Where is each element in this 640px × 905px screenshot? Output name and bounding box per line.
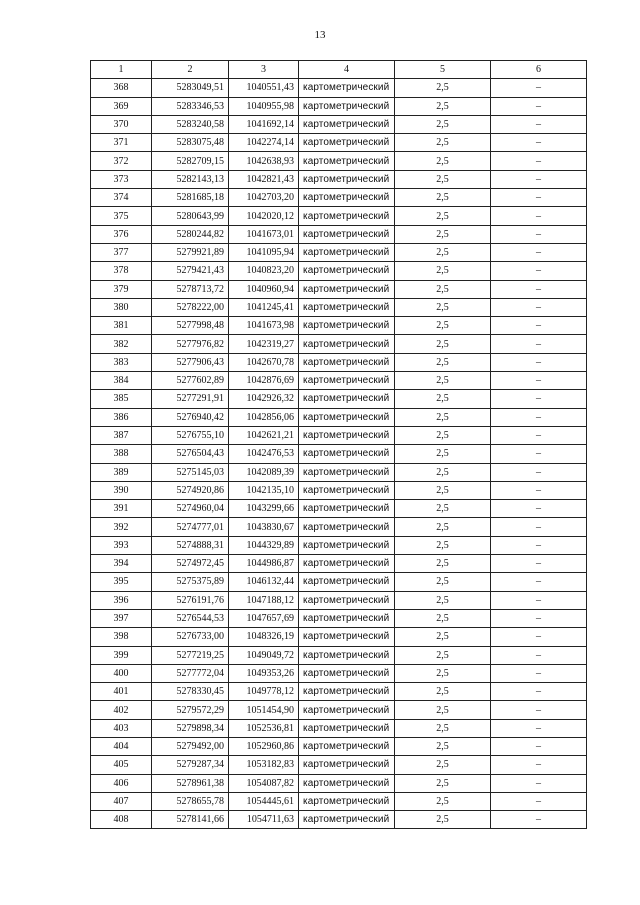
point-number-cell: 398 [91,628,152,646]
x-coordinate-cell: 5277219,25 [152,646,229,664]
method-cell: картометрический [299,756,395,774]
table-row [91,445,587,463]
table-row [91,518,587,536]
accuracy-cell: 2,5 [395,573,491,591]
accuracy-cell: 2,5 [395,591,491,609]
y-coordinate-cell: 1042856,06 [229,408,299,426]
point-number-cell: 402 [91,701,152,719]
point-number-cell: 371 [91,134,152,152]
method-cell: картометрический [299,280,395,298]
column-header: 4 [299,61,395,79]
table-row [91,207,587,225]
table-row [91,152,587,170]
method-cell: картометрический [299,170,395,188]
point-number-cell: 396 [91,591,152,609]
method-cell: картометрический [299,719,395,737]
note-cell: – [491,719,587,737]
point-number-cell: 401 [91,683,152,701]
table-row [91,664,587,682]
note-cell: – [491,573,587,591]
method-cell: картометрический [299,481,395,499]
y-coordinate-cell: 1042670,78 [229,353,299,371]
accuracy-cell: 2,5 [395,335,491,353]
accuracy-cell: 2,5 [395,152,491,170]
note-cell: – [491,646,587,664]
accuracy-cell: 2,5 [395,609,491,627]
method-cell: картометрический [299,134,395,152]
method-cell: картометрический [299,97,395,115]
accuracy-cell: 2,5 [395,134,491,152]
point-number-cell: 407 [91,792,152,810]
method-cell: картометрический [299,262,395,280]
table-row [91,426,587,444]
table-row [91,591,587,609]
point-number-cell: 390 [91,481,152,499]
note-cell: – [491,115,587,133]
table-row [91,115,587,133]
point-number-cell: 403 [91,719,152,737]
table-row [91,500,587,518]
y-coordinate-cell: 1046132,44 [229,573,299,591]
method-cell: картометрический [299,298,395,316]
x-coordinate-cell: 5279421,43 [152,262,229,280]
table-row [91,536,587,554]
table-row [91,774,587,792]
accuracy-cell: 2,5 [395,262,491,280]
method-cell: картометрический [299,79,395,97]
accuracy-cell: 2,5 [395,719,491,737]
accuracy-cell: 2,5 [395,555,491,573]
table-row [91,353,587,371]
point-number-cell: 373 [91,170,152,188]
x-coordinate-cell: 5278655,78 [152,792,229,810]
column-header: 2 [152,61,229,79]
accuracy-cell: 2,5 [395,79,491,97]
table-row [91,317,587,335]
table-row [91,573,587,591]
method-cell: картометрический [299,591,395,609]
table-row [91,408,587,426]
accuracy-cell: 2,5 [395,811,491,829]
y-coordinate-cell: 1051454,90 [229,701,299,719]
point-number-cell: 383 [91,353,152,371]
table-body [91,61,587,829]
x-coordinate-cell: 5274920,86 [152,481,229,499]
y-coordinate-cell: 1040960,94 [229,280,299,298]
table-row [91,170,587,188]
table-row [91,97,587,115]
note-cell: – [491,701,587,719]
accuracy-cell: 2,5 [395,207,491,225]
x-coordinate-cell: 5274777,01 [152,518,229,536]
x-coordinate-cell: 5277291,91 [152,390,229,408]
point-number-cell: 372 [91,152,152,170]
note-cell: – [491,811,587,829]
x-coordinate-cell: 5279492,00 [152,737,229,755]
accuracy-cell: 2,5 [395,372,491,390]
accuracy-cell: 2,5 [395,280,491,298]
table-row [91,390,587,408]
point-number-cell: 387 [91,426,152,444]
point-number-cell: 380 [91,298,152,316]
table-row [91,701,587,719]
table-row [91,298,587,316]
point-number-cell: 405 [91,756,152,774]
y-coordinate-cell: 1042876,69 [229,372,299,390]
y-coordinate-cell: 1042020,12 [229,207,299,225]
method-cell: картометрический [299,664,395,682]
coordinates-table [90,60,587,829]
note-cell: – [491,445,587,463]
x-coordinate-cell: 5283346,53 [152,97,229,115]
note-cell: – [491,481,587,499]
y-coordinate-cell: 1042703,20 [229,189,299,207]
column-header: 1 [91,61,152,79]
table-row [91,555,587,573]
x-coordinate-cell: 5279921,89 [152,243,229,261]
x-coordinate-cell: 5276755,10 [152,426,229,444]
table-row [91,792,587,810]
table-row [91,372,587,390]
note-cell: – [491,737,587,755]
page-number: 13 [314,29,326,41]
accuracy-cell: 2,5 [395,737,491,755]
note-cell: – [491,317,587,335]
method-cell: картометрический [299,426,395,444]
table-row [91,225,587,243]
note-cell: – [491,353,587,371]
accuracy-cell: 2,5 [395,536,491,554]
method-cell: картометрический [299,207,395,225]
method-cell: картометрический [299,445,395,463]
table-row [91,189,587,207]
point-number-cell: 385 [91,390,152,408]
method-cell: картометрический [299,609,395,627]
point-number-cell: 377 [91,243,152,261]
point-number-cell: 408 [91,811,152,829]
note-cell: – [491,536,587,554]
y-coordinate-cell: 1042821,43 [229,170,299,188]
note-cell: – [491,408,587,426]
x-coordinate-cell: 5278222,00 [152,298,229,316]
y-coordinate-cell: 1049049,72 [229,646,299,664]
table-header-row [91,61,587,79]
column-header: 3 [229,61,299,79]
table-row [91,609,587,627]
point-number-cell: 378 [91,262,152,280]
point-number-cell: 370 [91,115,152,133]
table-row [91,628,587,646]
y-coordinate-cell: 1049778,12 [229,683,299,701]
table-row [91,463,587,481]
accuracy-cell: 2,5 [395,518,491,536]
method-cell: картометрический [299,353,395,371]
method-cell: картометрический [299,774,395,792]
note-cell: – [491,79,587,97]
x-coordinate-cell: 5280643,99 [152,207,229,225]
method-cell: картометрический [299,683,395,701]
note-cell: – [491,280,587,298]
column-header: 5 [395,61,491,79]
accuracy-cell: 2,5 [395,500,491,518]
x-coordinate-cell: 5277976,82 [152,335,229,353]
note-cell: – [491,152,587,170]
note-cell: – [491,628,587,646]
point-number-cell: 394 [91,555,152,573]
note-cell: – [491,683,587,701]
table-row [91,134,587,152]
x-coordinate-cell: 5277906,43 [152,353,229,371]
note-cell: – [491,97,587,115]
note-cell: – [491,609,587,627]
y-coordinate-cell: 1042089,39 [229,463,299,481]
x-coordinate-cell: 5275375,89 [152,573,229,591]
table-row [91,262,587,280]
note-cell: – [491,390,587,408]
point-number-cell: 399 [91,646,152,664]
accuracy-cell: 2,5 [395,463,491,481]
method-cell: картометрический [299,115,395,133]
method-cell: картометрический [299,573,395,591]
accuracy-cell: 2,5 [395,408,491,426]
y-coordinate-cell: 1042476,53 [229,445,299,463]
y-coordinate-cell: 1049353,26 [229,664,299,682]
point-number-cell: 379 [91,280,152,298]
x-coordinate-cell: 5280244,82 [152,225,229,243]
y-coordinate-cell: 1043830,67 [229,518,299,536]
x-coordinate-cell: 5281685,18 [152,189,229,207]
note-cell: – [491,756,587,774]
x-coordinate-cell: 5274888,31 [152,536,229,554]
method-cell: картометрический [299,518,395,536]
note-cell: – [491,463,587,481]
y-coordinate-cell: 1047657,69 [229,609,299,627]
y-coordinate-cell: 1054445,61 [229,792,299,810]
x-coordinate-cell: 5282709,15 [152,152,229,170]
y-coordinate-cell: 1040823,20 [229,262,299,280]
y-coordinate-cell: 1041095,94 [229,243,299,261]
y-coordinate-cell: 1040955,98 [229,97,299,115]
accuracy-cell: 2,5 [395,298,491,316]
table-row [91,79,587,97]
method-cell: картометрический [299,646,395,664]
point-number-cell: 406 [91,774,152,792]
point-number-cell: 376 [91,225,152,243]
accuracy-cell: 2,5 [395,756,491,774]
y-coordinate-cell: 1044329,89 [229,536,299,554]
table-row [91,811,587,829]
y-coordinate-cell: 1047188,12 [229,591,299,609]
method-cell: картометрический [299,335,395,353]
x-coordinate-cell: 5283075,48 [152,134,229,152]
accuracy-cell: 2,5 [395,664,491,682]
accuracy-cell: 2,5 [395,445,491,463]
note-cell: – [491,555,587,573]
point-number-cell: 374 [91,189,152,207]
point-number-cell: 384 [91,372,152,390]
table-row [91,243,587,261]
note-cell: – [491,170,587,188]
method-cell: картометрический [299,317,395,335]
y-coordinate-cell: 1042926,32 [229,390,299,408]
x-coordinate-cell: 5274960,04 [152,500,229,518]
note-cell: – [491,426,587,444]
note-cell: – [491,225,587,243]
point-number-cell: 368 [91,79,152,97]
method-cell: картометрический [299,152,395,170]
method-cell: картометрический [299,408,395,426]
accuracy-cell: 2,5 [395,701,491,719]
y-coordinate-cell: 1044986,87 [229,555,299,573]
x-coordinate-cell: 5275145,03 [152,463,229,481]
point-number-cell: 391 [91,500,152,518]
x-coordinate-cell: 5276733,00 [152,628,229,646]
note-cell: – [491,335,587,353]
x-coordinate-cell: 5279572,29 [152,701,229,719]
accuracy-cell: 2,5 [395,243,491,261]
accuracy-cell: 2,5 [395,170,491,188]
point-number-cell: 381 [91,317,152,335]
method-cell: картометрический [299,500,395,518]
point-number-cell: 393 [91,536,152,554]
accuracy-cell: 2,5 [395,353,491,371]
method-cell: картометрический [299,628,395,646]
y-coordinate-cell: 1042638,93 [229,152,299,170]
method-cell: картометрический [299,189,395,207]
table-row [91,335,587,353]
accuracy-cell: 2,5 [395,683,491,701]
accuracy-cell: 2,5 [395,317,491,335]
x-coordinate-cell: 5278713,72 [152,280,229,298]
method-cell: картометрический [299,811,395,829]
y-coordinate-cell: 1041692,14 [229,115,299,133]
note-cell: – [491,774,587,792]
point-number-cell: 392 [91,518,152,536]
point-number-cell: 400 [91,664,152,682]
x-coordinate-cell: 5276544,53 [152,609,229,627]
x-coordinate-cell: 5283049,51 [152,79,229,97]
accuracy-cell: 2,5 [395,481,491,499]
point-number-cell: 397 [91,609,152,627]
accuracy-cell: 2,5 [395,189,491,207]
x-coordinate-cell: 5279898,34 [152,719,229,737]
y-coordinate-cell: 1040551,43 [229,79,299,97]
point-number-cell: 395 [91,573,152,591]
accuracy-cell: 2,5 [395,390,491,408]
x-coordinate-cell: 5282143,13 [152,170,229,188]
accuracy-cell: 2,5 [395,225,491,243]
y-coordinate-cell: 1052536,81 [229,719,299,737]
y-coordinate-cell: 1043299,66 [229,500,299,518]
accuracy-cell: 2,5 [395,115,491,133]
x-coordinate-cell: 5278330,45 [152,683,229,701]
table-row [91,737,587,755]
y-coordinate-cell: 1042319,27 [229,335,299,353]
table-row [91,683,587,701]
note-cell: – [491,298,587,316]
method-cell: картометрический [299,243,395,261]
x-coordinate-cell: 5279287,34 [152,756,229,774]
method-cell: картометрический [299,792,395,810]
x-coordinate-cell: 5277602,89 [152,372,229,390]
y-coordinate-cell: 1053182,83 [229,756,299,774]
accuracy-cell: 2,5 [395,97,491,115]
method-cell: картометрический [299,536,395,554]
method-cell: картометрический [299,555,395,573]
y-coordinate-cell: 1042135,10 [229,481,299,499]
method-cell: картометрический [299,225,395,243]
point-number-cell: 369 [91,97,152,115]
note-cell: – [491,372,587,390]
note-cell: – [491,518,587,536]
y-coordinate-cell: 1041245,41 [229,298,299,316]
y-coordinate-cell: 1042621,21 [229,426,299,444]
accuracy-cell: 2,5 [395,628,491,646]
accuracy-cell: 2,5 [395,426,491,444]
y-coordinate-cell: 1041673,98 [229,317,299,335]
x-coordinate-cell: 5274972,45 [152,555,229,573]
x-coordinate-cell: 5283240,58 [152,115,229,133]
note-cell: – [491,664,587,682]
note-cell: – [491,500,587,518]
accuracy-cell: 2,5 [395,646,491,664]
table-row [91,719,587,737]
x-coordinate-cell: 5278961,38 [152,774,229,792]
note-cell: – [491,189,587,207]
note-cell: – [491,792,587,810]
method-cell: картометрический [299,737,395,755]
y-coordinate-cell: 1048326,19 [229,628,299,646]
accuracy-cell: 2,5 [395,792,491,810]
note-cell: – [491,243,587,261]
table-row [91,756,587,774]
table-row [91,481,587,499]
note-cell: – [491,207,587,225]
column-header: 6 [491,61,587,79]
point-number-cell: 389 [91,463,152,481]
y-coordinate-cell: 1042274,14 [229,134,299,152]
point-number-cell: 388 [91,445,152,463]
point-number-cell: 382 [91,335,152,353]
accuracy-cell: 2,5 [395,774,491,792]
point-number-cell: 375 [91,207,152,225]
x-coordinate-cell: 5276940,42 [152,408,229,426]
method-cell: картометрический [299,463,395,481]
table-row [91,646,587,664]
note-cell: – [491,262,587,280]
table-row [91,280,587,298]
x-coordinate-cell: 5277772,04 [152,664,229,682]
note-cell: – [491,591,587,609]
note-cell: – [491,134,587,152]
x-coordinate-cell: 5276504,43 [152,445,229,463]
x-coordinate-cell: 5277998,48 [152,317,229,335]
y-coordinate-cell: 1041673,01 [229,225,299,243]
x-coordinate-cell: 5278141,66 [152,811,229,829]
method-cell: картометрический [299,701,395,719]
y-coordinate-cell: 1054711,63 [229,811,299,829]
x-coordinate-cell: 5276191,76 [152,591,229,609]
point-number-cell: 404 [91,737,152,755]
method-cell: картометрический [299,372,395,390]
y-coordinate-cell: 1052960,86 [229,737,299,755]
y-coordinate-cell: 1054087,82 [229,774,299,792]
point-number-cell: 386 [91,408,152,426]
method-cell: картометрический [299,390,395,408]
